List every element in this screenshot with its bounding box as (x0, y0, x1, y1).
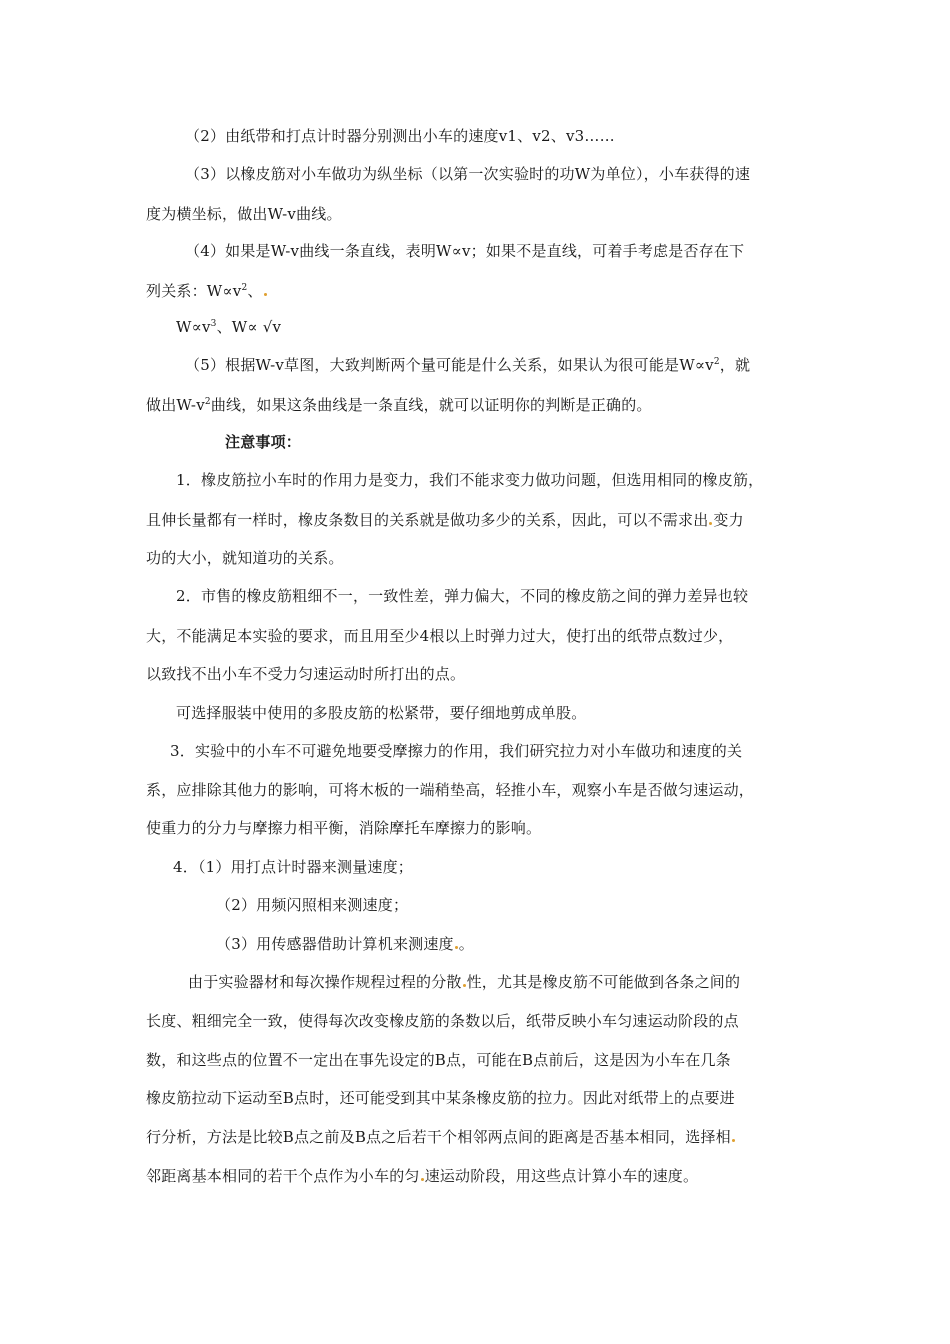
paragraph-text: 由于实验器材和每次操作规程过程的分散 (188, 973, 462, 991)
note-1-text: 且伸长量都有一样时，橡皮条数目的关系就是做功多少的关系，因此，可以不需求出 (146, 511, 709, 529)
note-1-text: 变力 (713, 511, 744, 529)
paragraph-text: 速运动阶段，用这些点计算小车的速度。 (424, 1167, 699, 1185)
paragraph-line-3: 数，和这些点的位置不一定出在事先设定的B点，可能在B点前后，这是因为小车在几条 (146, 1051, 731, 1069)
note-3-line-2: 系，应排除其他力的影响，可将木板的一端稍垫高，轻推小车，观察小车是否做匀速运动， (146, 781, 755, 799)
note-1-line-2 (146, 510, 816, 530)
step-4-line-1: （4）如果是W-v曲线一条直线，表明W∝v；如果不是直线，可着手考虑是否存在下 (185, 242, 745, 260)
step-5-text: ，就 (719, 356, 751, 374)
step-4-text: 、W∝ √v (216, 318, 282, 336)
exponent: 2 (713, 357, 720, 367)
step-4-text: 列关系：W∝v (146, 282, 242, 300)
note-2-line-1: 2．市售的橡皮筋粗细不一，一致性差，弹力偏大，不同的橡皮筋之间的弹力差异也较 (176, 587, 749, 605)
note-4-line-2: （2）用频闪照相来测速度； (216, 896, 409, 914)
paragraph-text: 邻距离基本相同的若干个点作为小车的匀 (146, 1167, 420, 1185)
mark-dot-icon (455, 946, 458, 949)
note-2-line-3: 以致找不出小车不受力匀速运动时所打出的点。 (146, 665, 466, 683)
step-5-line-2 (146, 395, 816, 415)
mark-dot-icon (463, 984, 466, 987)
paragraph-line-2: 长度、粗细完全一致，使得每次改变橡皮筋的条数以后，纸带反映小车匀速运动阶段的点 (146, 1012, 739, 1030)
paragraph-text: 行分析，方法是比较B点之前及B点之后若干个相邻两点间的距离是否基本相同，选择相 (146, 1128, 731, 1146)
note-1-line-1: 1．橡皮筋拉小车时的作用力是变力，我们不能求变力做功问题，但选用相同的橡皮筋， (176, 471, 764, 489)
step-5-text: （5）根据W-v草图，大致判断两个量可能是什么关系，如果认为很可能是W∝v (185, 356, 714, 374)
mark-dot-icon (264, 293, 267, 296)
paragraph-line-6 (146, 1166, 816, 1186)
note-4-line-3 (216, 934, 886, 954)
step-5-text: 做出W-v (146, 396, 205, 414)
exponent: 2 (241, 283, 248, 293)
note-3-line-1: 3．实验中的小车不可避免地要受摩擦力的作用，我们研究拉力对小车做功和速度的关 (170, 742, 743, 760)
note-1-line-3: 功的大小，就知道功的关系。 (146, 549, 344, 567)
step-4-line-2 (146, 281, 816, 301)
mark-dot-icon (732, 1139, 735, 1142)
mark-dot-icon (421, 1178, 424, 1181)
paragraph-line-4: 橡皮筋拉动下运动至B点时，还可能受到其中某条橡皮筋的拉力。因此对纸带上的点要进 (146, 1089, 735, 1107)
note-4-text: （3）用传感器借助计算机来测速度 (216, 935, 454, 953)
exponent: 2 (204, 397, 211, 407)
exponent: 3 (210, 319, 217, 329)
step-4-line-3 (176, 317, 846, 337)
step-5-line-1 (185, 355, 855, 375)
step-5-text: 曲线，如果这条曲线是一条直线，就可以证明你的判断是正确的。 (210, 396, 652, 414)
step-4-text: 、 (247, 282, 263, 300)
note-2-line-2: 大，不能满足本实验的要求，而且用至少4根以上时弹力过大，使打出的纸带点数过少， (146, 627, 734, 645)
note-4-text: 。 (458, 935, 474, 953)
mark-dot-icon (709, 522, 712, 525)
notes-heading: 注意事项： (225, 433, 302, 451)
step-3-line-1: （3）以橡皮筋对小车做功为纵坐标（以第一次实验时的功W为单位），小车获得的速 (185, 165, 751, 183)
note-4-line-1: 4．（1）用打点计时器来测量速度； (173, 858, 413, 876)
note-3-line-3: 使重力的分力与摩擦力相平衡，消除摩托车摩擦力的影响。 (146, 819, 542, 837)
paragraph-line-5 (146, 1127, 816, 1147)
note-2-line-4: 可选择服装中使用的多股皮筋的松紧带，要仔细地剪成单股。 (176, 704, 587, 722)
paragraph-text: 性，尤其是橡皮筋不可能做到各条之间的 (466, 973, 741, 991)
step-4-text: W∝v (176, 318, 211, 336)
step-2-line: （2）由纸带和打点计时器分别测出小车的速度v1、v2、v3…… (185, 127, 615, 145)
step-3-line-2: 度为横坐标，做出W-v曲线。 (146, 205, 342, 223)
paragraph-line-1 (188, 972, 858, 992)
